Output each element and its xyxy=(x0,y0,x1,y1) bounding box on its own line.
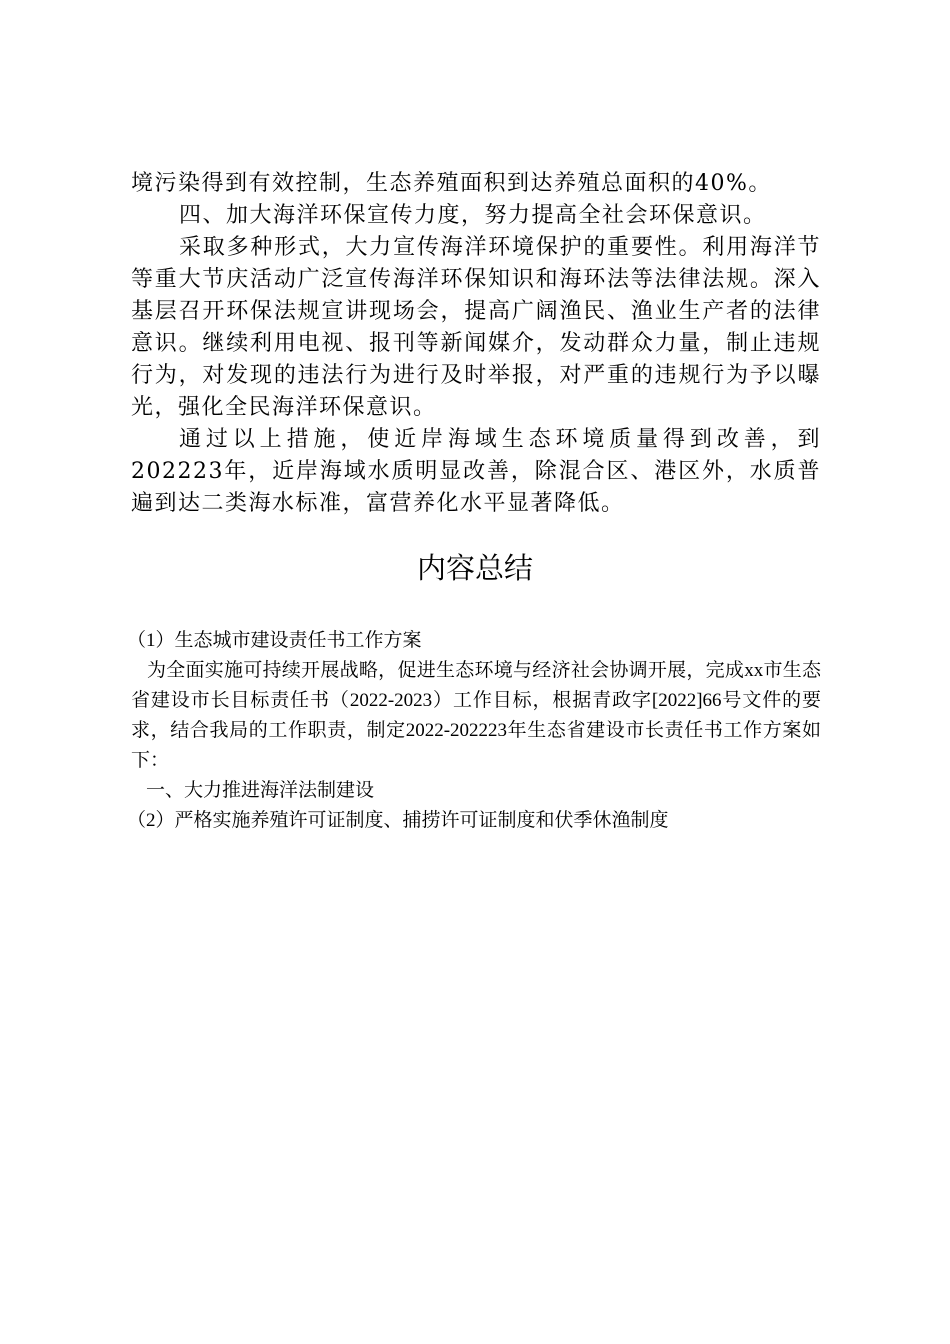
document-body xyxy=(131,168,821,520)
summary-section-heading: 一、大力推进海洋法制建设 xyxy=(146,780,375,801)
paragraph-outcome: 通过以上措施，使近岸海域生态环境质量得到改善，到202223年，近岸海域水质明显改善，除混合区、港区外，水质普遍到达二类海水标准，富营养化水平显著降低。 xyxy=(131,427,821,516)
summary-title: 内容总结 xyxy=(416,551,533,585)
paragraph-continuation: 境污染得到有效控制，生态养殖面积到达养殖总面积的40%。 xyxy=(131,171,772,196)
section-heading-four: 四、加大海洋环保宣传力度，努力提高全社会环保意识。 xyxy=(179,203,767,228)
summary-item-2: （2）严格实施养殖许可证制度、捕捞许可证制度和伏季休渔制度 xyxy=(127,810,669,831)
summary-intro: 为全面实施可持续开展战略，促进生态环境与经济社会协调开展，完成xx市生态省建设市长目标责任书（2022-2023）工作目标，根据青政字[2022]66号文件的要求，结合我局的工作职责，制定2022-202223年生态省建设市长责任书工作方案如下： xyxy=(131,660,821,771)
summary-item-1: （1）生态城市建设责任书工作方案 xyxy=(127,630,422,651)
paragraph-publicity: 采取多种形式，大力宣传海洋环境保护的重要性。利用海洋节等重大节庆活动广泛宣传海洋环保知识和海环法等法律法规。深入基层召开环保法规宣讲现场会，提高广阔渔民、渔业生产者的法律意识。继续利用电视、报刊等新闻媒介，发动群众力量，制止违规行为，对发现的违法行为进行及时举报，对严重的违规行为予以曝光，强化全民海洋环保意识。 xyxy=(131,235,821,420)
summary-section xyxy=(127,626,821,836)
